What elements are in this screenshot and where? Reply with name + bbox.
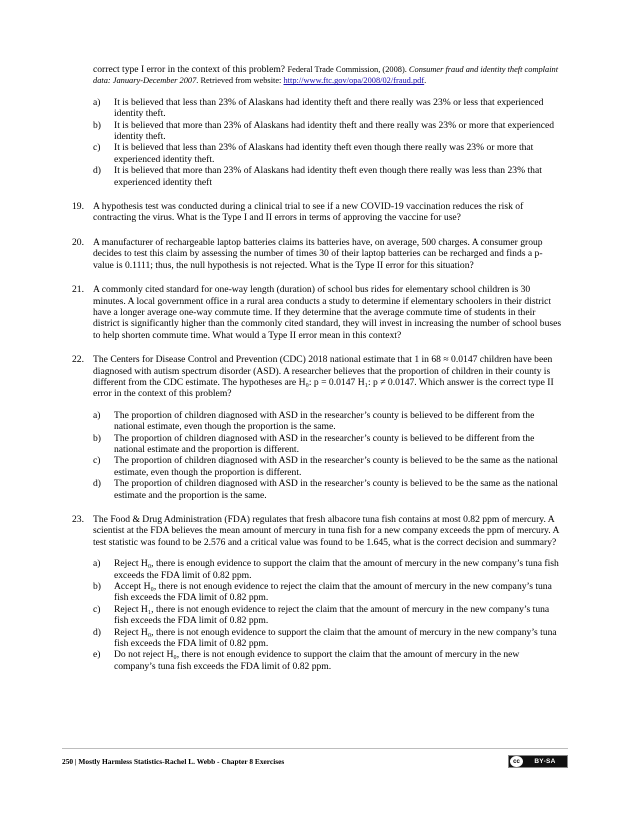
citation-end: . [424, 76, 427, 86]
answer-option [93, 142, 562, 165]
license-label: BY-SA [534, 758, 556, 765]
question-options-list [93, 558, 562, 672]
question-block [72, 237, 562, 271]
option-label: e) [93, 649, 101, 661]
option-text: Reject H₀, there is enough evidence to support the claim that the amount of mercury in the new company’s tuna fish exceeds the FDA limit of 0.82 ppm. [114, 558, 559, 581]
question-block [72, 354, 562, 501]
answer-option [93, 165, 562, 188]
question-options-list [93, 410, 562, 501]
question-text: A hypothesis test was conducted during a clinical trial to see if a new COVID-19 vaccination reduces the risk of contracting the virus. What is the Type I and II errors in terms of approving the vaccine for use? [93, 201, 524, 224]
question-number: 22. [72, 354, 84, 366]
answer-option [93, 410, 562, 433]
option-text: The proportion of children diagnosed with ASD in the researcher’s county is believed to be different from the national estimate, even though the proportion is the same. [114, 409, 535, 433]
option-label: c) [93, 603, 101, 615]
option-label: c) [93, 142, 101, 154]
option-text: Do not reject H₀, there is not enough evidence to support the claim that the amount of mercury in the new company’s tuna fish exceeds the FDA limit of 0.82 ppm. [114, 649, 520, 672]
answer-option [93, 627, 562, 650]
intro-options-list [93, 97, 562, 188]
option-label: c) [93, 455, 101, 467]
page-content [72, 64, 562, 672]
option-label: d) [93, 626, 101, 638]
option-label: a) [93, 558, 101, 570]
answer-option [93, 97, 562, 120]
answer-option [93, 478, 562, 501]
question-text: A commonly cited standard for one-way length (duration) of school bus rides for elementary school children is 30 minutes. A local government office in a rural area conducts a study to determine if elementary schoolers in their district have a longer average one-way commute time. If they determine that the average commute time of students in their district is significantly higher than the commonly cited standard, they will invest in increasing the number of school buses to help shorten commute time. What would a Type II error mean in this context? [93, 284, 562, 341]
question-number: 21. [72, 284, 84, 296]
option-label: a) [93, 96, 101, 108]
option-label: d) [93, 165, 101, 177]
option-text: It is believed that more than 23% of Alaskans had identity theft and there really was 23% or more that experienced identity theft. [114, 119, 555, 143]
questions-list [72, 201, 562, 672]
license-badge[interactable] [508, 755, 568, 768]
question-block [72, 284, 562, 341]
citation-retrieved: . Retrieved from website: [196, 76, 282, 86]
question-text: The Centers for Disease Control and Prevention (CDC) 2018 national estimate that 1 in 68 ≈ 0.0147 children have been diagnosed with autism spectrum disorder (ASD). A researcher believes that the proportion of children in their county is different from the CDC estimate. The hypotheses are H₀: p = 0.0147 H₁: p ≠ 0.0147. Which answer is the correct type II error in the context of this problem? [93, 354, 554, 400]
option-text: It is believed that more than 23% of Alaskans had identity theft even though there really was less than 23% that experienced identity theft [114, 165, 542, 188]
question [72, 514, 562, 548]
question [72, 237, 562, 271]
question-block [72, 514, 562, 672]
option-label: a) [93, 409, 101, 421]
answer-option [93, 649, 562, 672]
question-block [72, 201, 562, 224]
question [72, 201, 562, 224]
question [72, 354, 562, 400]
intro-question-text: correct type I error in the context of this problem? [93, 64, 286, 75]
answer-option [93, 433, 562, 456]
answer-option [93, 120, 562, 143]
question-number: 19. [72, 201, 84, 213]
footer-text: 250 | Mostly Harmless Statistics-Rachel L. Webb - Chapter 8 Exercises [62, 757, 285, 766]
option-text: Reject H₁, there is not enough evidence to reject the claim that the amount of mercury in the new company’s tuna fish exceeds the FDA limit of 0.82 ppm. [114, 603, 550, 627]
option-label: b) [93, 581, 101, 593]
question-text: The Food & Drug Administration (FDA) regulates that fresh albacore tuna fish contains at most 0.82 ppm of mercury. A scientist at the FDA believes the mean amount of mercury in tuna fish for a new company exceeds the ppm of mercury. A test statistic was found to be 2.576 and a critical value was found to be 1.645, what is the correct decision and summary? [93, 514, 559, 548]
option-text: The proportion of children diagnosed with ASD in the researcher’s county is believed to be different from the national estimate and the proportion is different. [114, 432, 535, 455]
answer-option [93, 455, 562, 478]
page-footer [62, 748, 568, 766]
question-text: A manufacturer of rechargeable laptop batteries claims its batteries have, on average, 500 charges. A consumer group decides to test this claim by assessing the number of times 30 of their laptop batteries can be recharged and finds a p-value is 0.1111; thus, the null hypothesis is not rejected. What is the Type II error for this situation? [93, 236, 543, 271]
answer-option [93, 604, 562, 627]
option-text: The proportion of children diagnosed with ASD in the researcher’s county is believed to be the same as the national estimate, even though the proportion is different. [114, 455, 558, 478]
option-label: d) [93, 478, 101, 490]
option-text: It is believed that less than 23% of Alaskans had identity theft and there really was 23% or less that experienced identity theft. [114, 96, 544, 120]
question-number: 20. [72, 236, 84, 248]
cc-icon: cc [510, 756, 523, 767]
citation-title: Consumer fraud and identity theft complaint data: January-December 2007 [93, 65, 559, 86]
option-text: It is believed that less than 23% of Alaskans had identity theft even though there really was 23% or more that experienced identity theft. [114, 142, 534, 165]
question-number: 23. [72, 514, 84, 525]
option-label: b) [93, 119, 101, 131]
option-label: b) [93, 432, 101, 444]
answer-option [93, 558, 562, 581]
option-text: Reject H₀, there is not enough evidence to support the claim that the amount of mercury in the new company’s tuna fish exceeds the FDA limit of 0.82 ppm. [114, 626, 557, 650]
option-text: Accept H₀, there is not enough evidence to reject the claim that the amount of mercury in the new company’s tuna fish exceeds the FDA limit of 0.82 ppm. [114, 581, 552, 604]
answer-option [93, 581, 562, 604]
citation-lead: Federal Trade Commission, (2008). [287, 65, 407, 74]
citation-link[interactable]: http://www.ftc.gov/opa/2008/02/fraud.pdf [283, 76, 425, 86]
question [72, 284, 562, 341]
option-text: The proportion of children diagnosed with ASD in the researcher’s county is believed to be the same as the national estimate and the proportion is the same. [114, 478, 558, 501]
intro-paragraph [93, 64, 562, 87]
